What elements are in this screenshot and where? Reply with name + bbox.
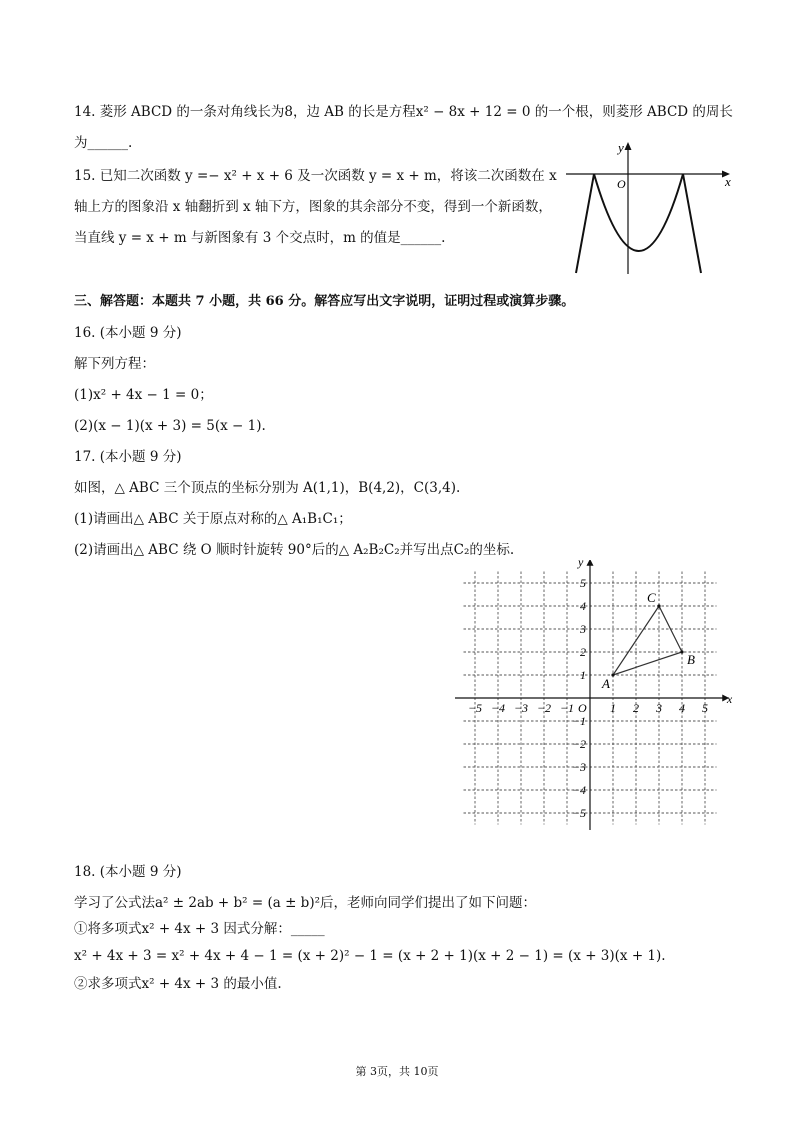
x-tick-label: −1 xyxy=(559,701,575,715)
x-tick-label: 3 xyxy=(656,701,662,715)
q17-part2: (2)请画出△ ABC 绕 O 顺时针旋转 90°后的△ A₂B₂C₂并写出点C₂的坐标. xyxy=(74,542,515,558)
y-axis-arrow xyxy=(587,560,594,566)
q17-grid-figure xyxy=(455,560,735,830)
y-tick-label: 4 xyxy=(580,599,586,613)
y-tick-label: −1 xyxy=(571,714,586,728)
q18-part2: ②求多项式x² + 4x + 3 的最小值. xyxy=(74,976,282,992)
q18-part1: ①将多项式x² + 4x + 3 因式分解：_____ xyxy=(74,921,325,937)
x-axis-label: x xyxy=(726,692,733,706)
x-tick-label: −2 xyxy=(536,701,552,715)
q15-y-arrow xyxy=(625,142,632,150)
x-tick-label: 4 xyxy=(679,701,685,715)
q15-x-label: x xyxy=(725,174,731,189)
x-tick-label: −3 xyxy=(513,701,529,715)
y-tick-label: 2 xyxy=(580,645,586,659)
y-tick-label: 1 xyxy=(580,668,586,682)
y-tick-label: −3 xyxy=(571,760,586,774)
q14-line1: 14. 菱形 ABCD 的一条对角线长为8，边 AB 的长是方程x² − 8x + 12 = 0 的一个根，则菱形 ABCD 的周长 xyxy=(74,104,733,120)
vertex-label-a: A xyxy=(602,676,610,691)
y-tick-label: 3 xyxy=(580,622,586,636)
x-tick-label: −5 xyxy=(467,701,483,715)
q18-header: 18. (本小题 9 分) xyxy=(74,864,182,880)
origin-label: O xyxy=(578,701,587,715)
q15-line2: 轴上方的图象沿 x 轴翻折到 x 轴下方，图象的其余部分不变，得到一个新函数， xyxy=(74,199,552,215)
triangle-abc xyxy=(613,606,682,675)
q18-intro: 学习了公式法a² ± 2ab + b² = (a ± b)²后，老师向同学们提出了如下问题： xyxy=(74,895,537,911)
y-tick-label: −5 xyxy=(571,806,586,820)
q18-work: x² + 4x + 3 = x² + 4x + 4 − 1 = (x + 2)² − 1 = (x + 2 + 1)(x + 2 − 1) = (x + 3)(x + 1). xyxy=(74,948,666,964)
q17-header: 17. (本小题 9 分) xyxy=(74,449,182,465)
q16-part2: (2)(x − 1)(x + 3) = 5(x − 1). xyxy=(74,418,266,434)
y-tick-label: −4 xyxy=(571,783,586,797)
x-tick-label: 1 xyxy=(610,701,616,715)
q16-intro: 解下列方程： xyxy=(74,356,155,372)
q15-line1: 15. 已知二次函数 y =− x² + x + 6 及一次函数 y = x + m，将该二次函数在 x xyxy=(74,168,557,184)
q15-y-label: y xyxy=(618,140,624,155)
x-tick-label: −4 xyxy=(490,701,506,715)
vertex-label-c: C xyxy=(647,590,656,605)
q15-origin-label: O xyxy=(617,177,626,191)
vertex-label-b: B xyxy=(687,652,695,667)
q17-part1: (1)请画出△ ABC 关于原点对称的△ A₁B₁C₁； xyxy=(74,511,352,527)
page-footer: 第 3页，共 10页 xyxy=(355,1065,439,1078)
x-tick-label: 2 xyxy=(633,701,639,715)
q14-line2: 为______. xyxy=(74,135,133,151)
q15-figure xyxy=(560,138,740,278)
section3-heading: 三、解答题：本题共 7 小题，共 66 分。解答应写出文字说明，证明过程或演算步骤。 xyxy=(74,294,575,309)
q16-header: 16. (本小题 9 分) xyxy=(74,325,182,341)
vertex-b xyxy=(680,650,683,653)
vertex-c xyxy=(657,604,660,607)
q15-curve xyxy=(576,174,701,273)
q17-intro: 如图，△ ABC 三个顶点的坐标分别为 A(1,1)，B(4,2)，C(3,4). xyxy=(74,480,461,496)
x-tick-label: 5 xyxy=(702,701,708,715)
y-tick-label: 5 xyxy=(580,576,586,590)
y-tick-label: −2 xyxy=(571,737,586,751)
vertex-a xyxy=(611,673,614,676)
q16-part1: (1)x² + 4x − 1 = 0； xyxy=(74,387,213,403)
y-axis-label: y xyxy=(578,560,584,569)
q15-line3: 当直线 y = x + m 与新图象有 3 个交点时，m 的值是______. xyxy=(74,230,446,246)
